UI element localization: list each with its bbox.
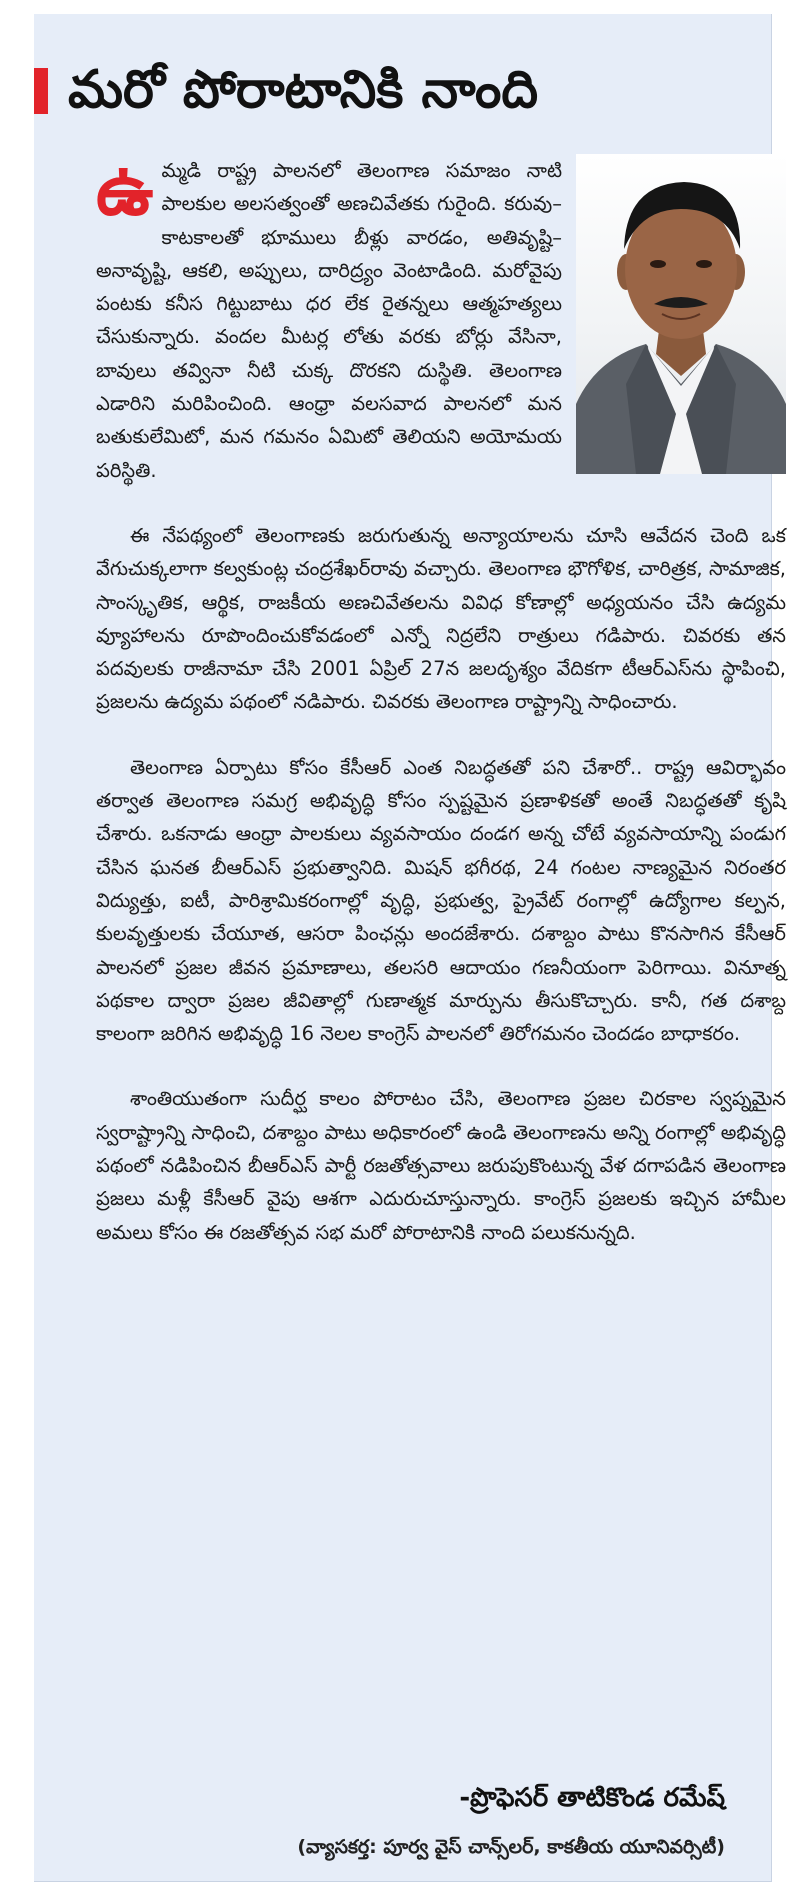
author-byline: -ప్రొఫెసర్ తాటికొండ రమేష్: [459, 1783, 725, 1813]
drop-cap: ఉ: [96, 147, 154, 231]
author-photo: [576, 154, 786, 474]
headline-text: మరో పోరాటానికి నాంది: [68, 60, 539, 120]
headline-accent-bar: [34, 68, 48, 114]
article-body: [96, 147, 786, 1281]
paragraph-3: తెలంగాణ ఏర్పాటు కోసం కేసీఆర్ ఎంత నిబద్ధతతో పని చేశారో.. రాష్ట్ర ఆవిర్భావం తర్వాత తెలంగాణ సమగ్ర అభివృద్ధి కోసం స్పష్టమైన ప్రణాళికతో అంతే నిబద్ధతతో కృషి చేశారు. ఒకనాడు ఆంధ్రా పాలకులు వ్యవసాయం దండగ అన్న చోటే వ్యవసాయాన్ని పండుగ చేసిన ఘనత బీఆర్ఎస్ ప్రభుత్వానిది. మిషన్ భగీరథ, 24 గంటల నాణ్యమైన నిరంతర విద్యుత్తు, ఐటీ, పారిశ్రామికరంగాల్లో వృద్ధి, ప్రభుత్వ, ప్రైవేట్ రంగాల్లో ఉద్యోగాల కల్పన, కులవృత్తులకు చేయూత, ఆసరా పింఛన్లు అందజేశారు. దశాబ్దం పాటు కొనసాగిన కేసీఆర్ పాలనలో ప్రజల జీవన ప్రమాణాలు, తలసరి ఆదాయం గణనీయంగా పెరిగాయి. వినూత్న పథకాల ద్వారా ప్రజల జీవితాల్లో గుణాత్మక మార్పును తీసుకొచ్చారు. కానీ, గత దశాబ్ద కాలంగా జరిగిన అభివృద్ధి 16 నెలల కాంగ్రెస్ పాలనలో తిరోగమనం చెందడం బాధాకరం.: [96, 755, 786, 1046]
author-bio: (వ్యాసకర్త: పూర్వ వైస్ చాన్స్‌లర్, కాకతీయ యూనివర్సిటీ): [297, 1836, 725, 1858]
headline: [34, 44, 772, 134]
paragraph-4: శాంతియుతంగా సుదీర్ఘ కాలం పోరాటం చేసి, తెలంగాణ ప్రజల చిరకాల స్వప్నమైన స్వరాష్ట్రాన్ని సాధించి, దశాబ్దం పాటు అధికారంలో ఉండి తెలంగాణను అన్ని రంగాల్లో అభివృద్ధి పథంలో నడిపించిన బీఆర్ఎస్ పార్టీ రజతోత్సవాలు జరుపుకొంటున్న వేళ దగాపడిన తెలంగాణ ప్రజలు మళ్లీ కేసీఆర్ వైపు ఆశగా ఎదురుచూస్తున్నారు. కాంగ్రెస్ ప్రజలకు ఇచ్చిన హామీల అమలు కోసం ఈ రజతోత్సవ సభ మరో పోరాటానికి నాంది పలుకనున్నది.: [96, 1087, 786, 1244]
paragraph-2: ఈ నేపథ్యంలో తెలంగాణకు జరుగుతున్న అన్యాయాలను చూసి ఆవేదన చెంది ఒక వేగుచుక్కలాగా కల్వకుంట్ల చంద్రశేఖర్‌రావు వచ్చారు. తెలంగాణ భౌగోళిక, చారిత్రక, సామాజిక, సాంస్కృతిక, ఆర్థిక, రాజకీయ అణచివేతలను వివిధ కోణాల్లో అధ్యయనం చేసి ఉద్యమ వ్యూహాలను రూపొందించుకోవడంలో ఎన్నో నిద్రలేని రాత్రులు గడిపారు. చివరకు తన పదవులకు రాజీనామా చేసి 2001 ఏప్రిల్ 27న జలదృశ్యం వేదికగా టీఆర్ఎస్‌ను స్థాపించి, ప్రజలను ఉద్యమ పథంలో నడిపారు. చివరకు తెలంగాణ రాష్ట్రాన్ని సాధించారు.: [96, 523, 786, 714]
author-portrait-icon: [576, 154, 786, 474]
paragraph-1-text: మ్మడి రాష్ట్ర పాలనలో తెలంగాణ సమాజం నాటి పాలకుల అలసత్వంతో అణచివేతకు గురైంది. కరువు– కాటకాలతో భూములు బీళ్లు వారడం, అతివృష్టి–అనావృష్టి, ఆకలి, అప్పులు, దారిద్ర్యం వెంటాడింది. మరోవైపు పంటకు కనీస గిట్టుబాటు ధర లేక రైతన్నలు ఆత్మహత్యలు చేసుకున్నారు. వందల మీటర్ల లోతు వరకు బోర్లు వేసినా, బావులు తవ్వినా నీటి చుక్క దొరకని దుస్థితి. తెలంగాణ ఎడారిని మరిపించింది. ఆంధ్రా వలసవాద పాలనలో మన బతుకులేమిటో, మన గమనం ఏమిటో తెలియని అయోమయ పరిస్థితి.: [96, 159, 562, 482]
article-page: [34, 14, 786, 1882]
